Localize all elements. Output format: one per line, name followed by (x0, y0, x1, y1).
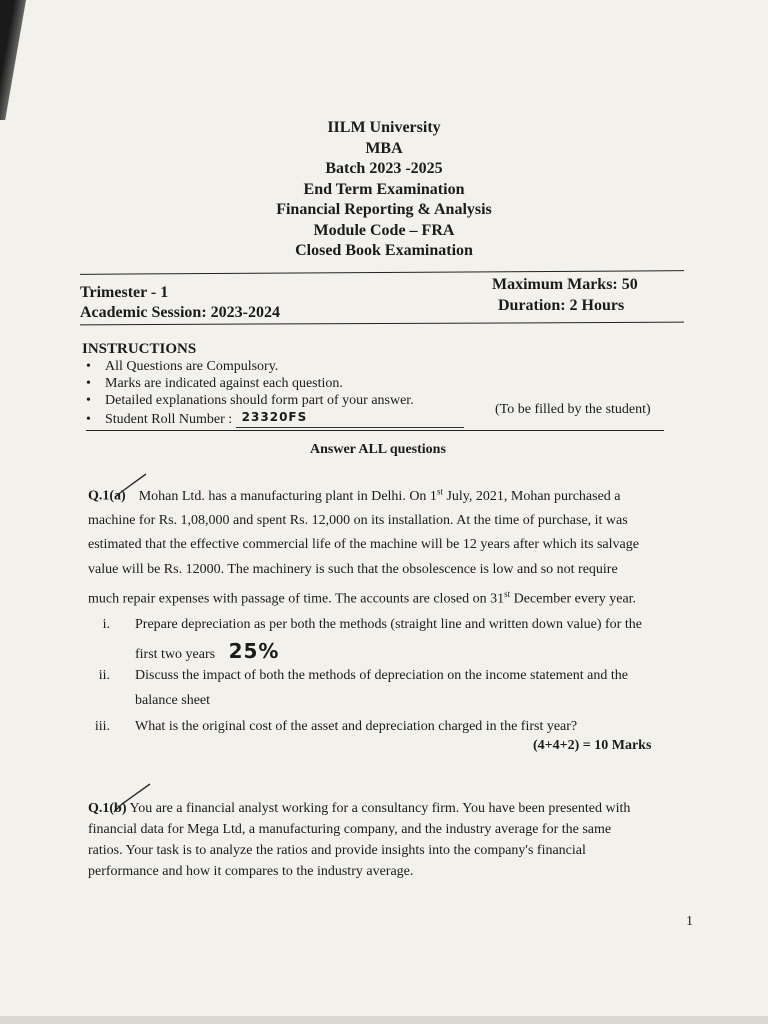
q1a-subquestions (80, 612, 700, 742)
q1b-label: Q.1(b) (88, 801, 127, 816)
module-code: Module Code – FRA (313, 221, 455, 239)
exam-name: End Term Examination (303, 180, 465, 198)
sub-num: iii. (94, 719, 110, 734)
max-marks: Maximum Marks: 50 (492, 276, 638, 293)
sub-num: ii. (98, 668, 110, 683)
handwritten-note: 25% (228, 639, 280, 663)
sub-text: Discuss the impact of both the methods of depreciation on the income statement and the (135, 668, 628, 683)
q1a-line: estimated that the effective commercial life of the machine will be 12 years after which its salvage (88, 537, 639, 553)
q1b-line: financial data for Mega Ltd, a manufacturing company, and the industry average for the same (88, 822, 612, 837)
sub-num: i. (102, 617, 110, 632)
roll-number-value: 23320FS (241, 410, 308, 424)
q1b-line: performance and how it compares to the industry average. (88, 864, 414, 879)
sub-text-line2: first two years (135, 647, 216, 662)
instructions-list (82, 358, 464, 428)
sub-text: What is the original cost of the asset and depreciation charged in the first year? (135, 719, 578, 734)
instruction-item: • Marks are indicated against each question. (82, 375, 464, 392)
q1a-line (88, 479, 690, 509)
instructions-rule (86, 430, 664, 431)
q1a-text: Mohan Ltd. has a manufacturing plant in Delhi. On 1st July, 2021, Mohan purchased a (138, 486, 621, 504)
q1b-line (88, 798, 692, 819)
exam-header (0, 118, 768, 262)
exam-type: Closed Book Examination (295, 242, 473, 259)
q1a-line: machine for Rs. 1,08,000 and spent Rs. 12,000 on its installation. At the time of purchase, it was (88, 513, 628, 529)
header-rule-bottom (80, 322, 684, 326)
header-rule-top (80, 270, 684, 275)
roll-number-row (82, 411, 464, 428)
program-name: MBA (365, 139, 403, 157)
q1a-marks: (4+4+2) = 10 Marks (533, 738, 652, 753)
sub-text: Prepare depreciation as per both the methods (straight line and written down value) for the (135, 617, 642, 632)
handwritten-tick (110, 472, 150, 502)
question-1b (88, 798, 692, 882)
q1a-line: value will be Rs. 12000. The machinery is such that the obsolescence is low and so not require (88, 561, 618, 577)
roll-note: (To be filled by the student) (495, 402, 651, 417)
sub-text-line2: balance sheet (135, 693, 211, 708)
q1a-label: Q.1(a) (88, 488, 126, 504)
instructions-title: INSTRUCTIONS (82, 341, 197, 357)
academic-session: Academic Session: 2023-2024 (80, 304, 280, 321)
q1b-line: ratios. Your task is to analyze the ratios and provide insights into the company's financial (88, 843, 586, 858)
duration: Duration: 2 Hours (498, 297, 625, 314)
page-number: 1 (686, 914, 693, 929)
q1a-line: much repair expenses with passage of time. The accounts are closed on 31st December every year. (88, 589, 637, 607)
batch: Batch 2023 -2025 (325, 160, 443, 177)
instruction-item: • Detailed explanations should form part of your answer. (82, 392, 464, 409)
trimester: Trimester - 1 (80, 284, 169, 301)
roll-number-field[interactable] (236, 412, 464, 428)
scan-shadow (0, 0, 26, 120)
instruction-item: • All Questions are Compulsory. (82, 358, 464, 375)
subject-name: Financial Reporting & Analysis (276, 201, 492, 218)
answer-all: Answer ALL questions (310, 442, 446, 457)
roll-number-label: Student Roll Number : (105, 412, 233, 427)
scan-edge (0, 1016, 768, 1024)
university-name: IILM University (327, 119, 441, 136)
question-1a (88, 479, 690, 612)
q1b-text: You are a financial analyst working for a consultancy firm. You have been presented with (129, 801, 631, 816)
